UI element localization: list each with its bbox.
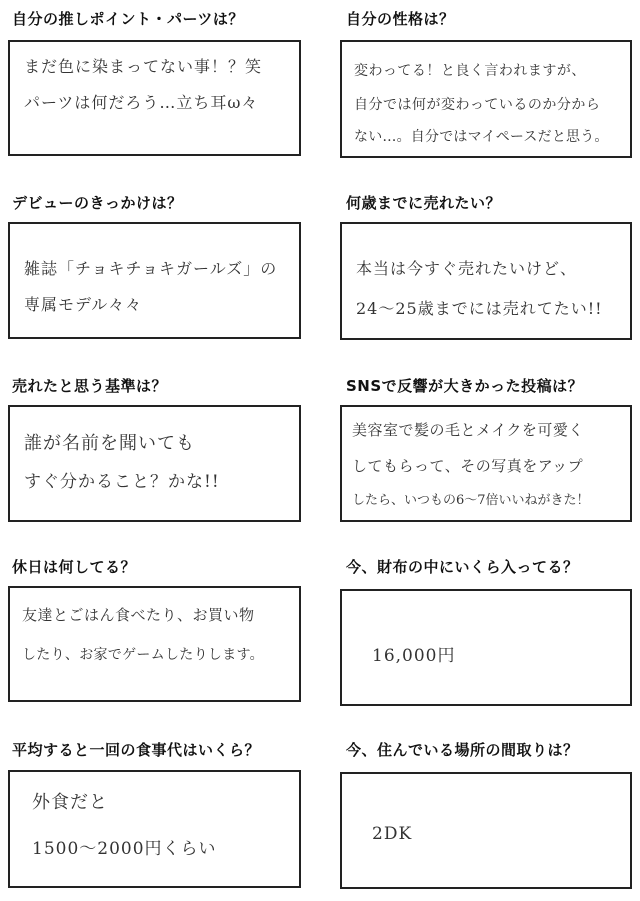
answer-text: すぐ分かること？かな!! (24, 472, 220, 492)
answer-text: 2DK (372, 824, 413, 844)
answer-text: まだ色に染まってない事！？笑 (24, 57, 263, 76)
answer-box (8, 222, 301, 339)
question-label: 何歳までに売れたい？ (346, 194, 502, 212)
answer-text: 誰が名前を聞いても (24, 433, 195, 454)
answer-text: ない…。自分ではマイペースだと思う。 (354, 129, 609, 145)
answer-text: 友達とごはん食べたり、お買い物 (22, 606, 255, 624)
answer-box (340, 772, 632, 889)
answer-box (340, 405, 632, 522)
answer-box (8, 405, 301, 522)
answer-box (8, 40, 301, 156)
question-label: 今、住んでいる場所の間取りは？ (346, 741, 579, 759)
answer-text: 自分では何が変わっているのか分から (354, 97, 601, 113)
answer-text: 外食だと (32, 792, 108, 813)
answer-text: 24～25歳までには売れてたい!! (356, 299, 603, 318)
answer-box (340, 40, 632, 158)
answer-box (8, 770, 301, 888)
question-label: デビューのきっかけは？ (12, 194, 183, 212)
answer-text: 美容室で髪の毛とメイクを可愛く (352, 421, 584, 439)
answer-text: してもらって、その写真をアップ (352, 457, 584, 475)
answer-box (340, 589, 632, 706)
answer-text: パーツは何だろう…立ち耳ω々 (24, 93, 259, 112)
question-label: 自分の性格は？ (346, 10, 455, 28)
answer-text: 変わってる！と良く言われますが、 (354, 63, 586, 79)
answer-text: 雑誌「チョキチョキガールズ」の (24, 259, 278, 278)
answer-box (8, 586, 301, 702)
answer-text: 1500～2000円くらい (32, 839, 217, 859)
answer-text: 専属モデル々々 (24, 295, 143, 314)
answer-text: 本当は今すぐ売れたいけど、 (356, 259, 578, 278)
question-label: SNSで反響が大きかった投稿は？ (346, 377, 584, 395)
answer-text: したら、いつもの6～7倍いいねがきた！ (352, 493, 590, 508)
answer-box (340, 222, 632, 340)
question-label: 売れたと思う基準は？ (12, 377, 168, 395)
question-label: 自分の推しポイント・パーツは？ (12, 10, 244, 28)
answer-text: 16,000円 (372, 646, 456, 666)
question-label: 休日は何してる？ (12, 558, 137, 576)
question-label: 平均すると一回の食事代はいくら？ (12, 741, 261, 759)
answer-text: したり、お家でゲームしたりします。 (22, 647, 264, 663)
question-label: 今、財布の中にいくら入ってる？ (346, 558, 579, 576)
